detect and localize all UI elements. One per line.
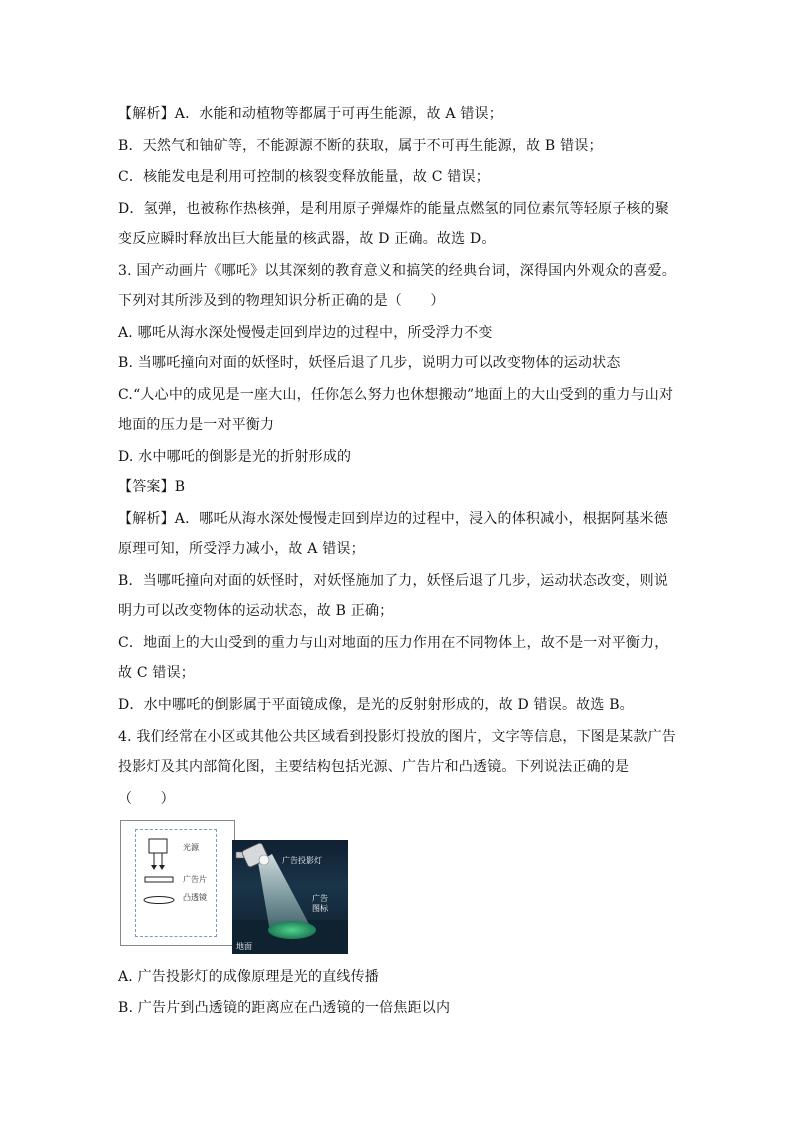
question-3-stem: 下列对其所涉及到的物理知识分析正确的是（ ） (118, 293, 445, 309)
text-line: 【解析】A．水能和动植物等都属于可再生能源，故 A 错误； (118, 106, 503, 122)
text-line: 原理可知，所受浮力减小，故 A 错误； (118, 541, 365, 557)
text-line: B．天然气和铀矿等，不能源源不断的获取，属于不可再生能源，故 B 错误； (118, 138, 603, 154)
light-source-box (149, 839, 167, 853)
text-line: 【解析】A．哪吒从海水深处慢慢走回到岸边的过程中，浸入的体积减小，根据阿基米德 (118, 511, 668, 527)
optics-drawing (121, 821, 234, 945)
option-b: B. 当哪吒撞向对面的妖怪时，妖怪后退了几步，说明力可以改变物体的运动状态 (118, 355, 621, 371)
question-4-stem: 投影灯及其内部简化图，主要结构包括光源、广告片和凸透镜。下列说法正确的是 (118, 759, 630, 775)
option-a: A. 哪吒从海水深处慢慢走回到岸边的过程中，所受浮力不变 (118, 325, 493, 341)
question-4-stem: 4. 我们经常在小区或其他公共区域看到投影灯投放的图片，文字等信息，下图是某款广告 (118, 729, 677, 745)
ground-label: 地面 (236, 942, 252, 951)
question-4-stem: （ ） (118, 791, 175, 807)
projector-diagram (120, 820, 235, 946)
text-line: C．核能发电是利用可控制的核裂变释放能量，故 C 错误； (118, 169, 490, 185)
projector-photo (232, 840, 348, 954)
light-source-label: 光源 (183, 843, 199, 852)
option-a: A. 广告投影灯的成像原理是光的直线传播 (118, 969, 380, 985)
text-line: 故 C 错误； (118, 665, 196, 681)
text-line: 变反应瞬时释放出巨大能量的核武器，故 D 正确。故选 D。 (118, 231, 496, 247)
lamp-label: 广告投影灯 (282, 856, 322, 865)
convex-lens-label: 凸透镜 (183, 893, 207, 902)
lamp-lens (259, 855, 269, 865)
convex-lens-shape (144, 897, 174, 904)
option-d: D. 水中哪吒的倒影是光的折射形成的 (118, 449, 352, 465)
answer-label: 【答案】B (118, 479, 186, 495)
text-line: D．氢弹，也被称作热核弹，是利用原子弹爆炸的能量点燃氢的同位素氘等轻原子核的聚 (118, 201, 670, 217)
arrow-head (151, 865, 157, 870)
ad-film-shape (145, 877, 173, 882)
arrow-head (159, 865, 165, 870)
text-line: 明力可以改变物体的运动状态，故 B 正确； (118, 603, 394, 619)
text-line: B．当哪吒撞向对面的妖怪时，对妖怪施加了力，妖怪后退了几步，运动状态改变，则说 (118, 573, 669, 589)
icon-label: 广告 图标 (312, 894, 328, 913)
text-line: D．水中哪吒的倒影属于平面镜成像，是光的反射射形成的，故 D 错误。故选 B。 (118, 697, 634, 713)
projector-figure (120, 820, 352, 954)
option-c: C.“人心中的成见是一座大山，任你怎么努力也休想搬动”地面上的大山受到的重力与山对 (118, 387, 674, 403)
option-b: B. 广告片到凸透镜的距离应在凸透镜的一倍焦距以内 (118, 1000, 451, 1016)
option-c: 地面的压力是一对平衡力 (118, 417, 275, 433)
question-3-stem: 3. 国产动画片《哪吒》以其深刻的教育意义和搞笑的经典台词，深得国内外观众的喜爱。 (118, 263, 677, 279)
text-line: C．地面上的大山受到的重力与山对地面的压力作用在不同物体上，故不是一对平衡力， (118, 635, 669, 651)
ad-film-label: 广告片 (183, 875, 207, 884)
projected-logo (268, 921, 316, 939)
